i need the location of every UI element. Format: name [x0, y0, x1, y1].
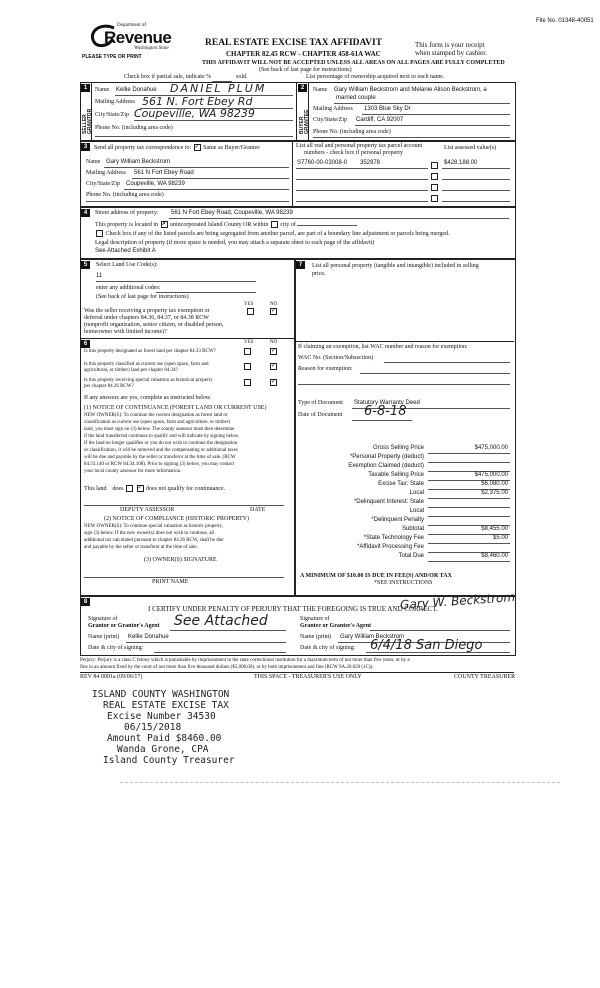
correspondence-mailing-value[interactable]: 561 N Fort Ebey Road — [134, 170, 194, 176]
segregation-line: Check box if any of the listed parcels are being segregated from another parcel, are part of a boundary line adjustment or parcels being merged. — [95, 230, 450, 238]
fee-underline — [428, 516, 510, 517]
fee-label: Local — [409, 490, 424, 496]
correspondence-heading: Send all property tax correspondence to: ✓ Same as Buyer/Grantee — [94, 144, 260, 151]
receipt-note-2: when stamped by cashier. — [415, 49, 487, 57]
property-street-value[interactable]: 561 N Fort Ebey Road, Coupeville, WA 98239 — [171, 210, 293, 216]
section-6-number: 6 — [81, 340, 90, 348]
buyer-name-value-2: married couple — [336, 95, 376, 101]
see-instructions-note: *SEE INSTRUCTIONS — [374, 580, 433, 586]
city-of-checkbox[interactable] — [271, 221, 278, 228]
parcel-heading-1: List all real and personal property tax parcel account — [296, 143, 423, 149]
fee-label: Exemption Claimed (deduct) — [348, 463, 424, 469]
grantee-print-name[interactable]: Gary William Beckstrom — [340, 634, 405, 640]
segregation-checkbox[interactable] — [96, 230, 103, 237]
fee-underline — [428, 561, 510, 562]
seller-name-value: Kellie Donahue — [116, 87, 157, 93]
seller-mailing-handwritten: 561 N. Fort Ebey Rd — [142, 95, 253, 108]
fee-table — [298, 445, 510, 565]
ownership-note: List percentage of ownership acquired next to each name. — [306, 74, 445, 80]
personal-property-checkbox-4[interactable] — [431, 195, 438, 202]
fee-label: Excise Tax: State — [378, 481, 424, 487]
stamp-line-3: Excise Number 34530 — [107, 711, 216, 722]
section-4-number: 4 — [81, 209, 90, 217]
fee-label: Taxable Selling Price — [368, 472, 424, 478]
fee-label: Local — [409, 508, 424, 514]
forest-no-checkbox[interactable]: ✓ — [271, 348, 277, 354]
parcel-account[interactable]: 352978 — [360, 160, 381, 166]
fee-label: *Personal Property (deduct) — [349, 454, 424, 460]
fee-underline — [428, 498, 510, 499]
partial-sale-label: Check box if partial sale, indicate % — [124, 74, 212, 80]
treasurer-space-label: THIS SPACE - TREASURER'S USE ONLY — [254, 674, 362, 680]
assessed-value[interactable]: $428,188.00 — [444, 160, 478, 166]
does-not-qualify-checkbox[interactable]: ✓ — [137, 485, 143, 491]
forest-yes-checkbox[interactable] — [244, 348, 251, 355]
fee-underline — [428, 543, 510, 544]
form-subtitle: CHAPTER 82.45 RCW - CHAPTER 458-61A WAC — [226, 50, 381, 58]
buyer-side-label: BUYER GRANTEE — [299, 109, 310, 134]
parcel-heading-2: numbers - check box if personal property — [304, 150, 403, 156]
document-type-value[interactable]: Statutory Warranty Deed — [354, 400, 420, 406]
please-type-note: PLEASE TYPE OR PRINT — [82, 54, 142, 60]
sold-label: sold. — [236, 74, 248, 80]
fee-label: *Delinquent Interest: State — [353, 499, 424, 505]
forest-land-question: Is this property designated as forest land per chapter 84.33 RCW? — [84, 349, 216, 354]
correspondence-city-value[interactable]: Coupeville, WA 98239 — [126, 181, 185, 187]
grantee-signature-handwritten[interactable]: Gary W. Beckstrom — [399, 590, 516, 612]
assessed-heading: List assessed value(s) — [444, 145, 496, 151]
document-date-handwritten[interactable]: 6-8-18 — [364, 404, 407, 419]
fee-value[interactable]: $475,000.00 — [474, 445, 508, 451]
seller-city-handwritten: Coupeville, WA 98239 — [134, 107, 255, 120]
current-use-yes-checkbox[interactable] — [244, 363, 251, 370]
scan-artifact — [120, 782, 560, 783]
historic-yes-checkbox[interactable] — [244, 379, 251, 386]
stamp-line-1: ISLAND COUNTY WASHINGTON — [92, 689, 230, 700]
section-5-number: 5 — [81, 261, 90, 269]
grantor-print-name[interactable]: Kellie Donahue — [128, 634, 169, 640]
fee-value[interactable]: $6,080.00 — [481, 481, 508, 487]
county-treasurer-label: COUNTY TREASURER — [454, 674, 516, 680]
personal-property-checkbox-2[interactable] — [431, 173, 438, 180]
perjury-line-2: fine in an amount fixed by the court of not more than five thousand dollars ($5,000.00), or by both imprisonment and fine (RCW 9A.20.020 (1C)). — [80, 665, 374, 670]
fee-value[interactable]: $8,460.00 — [481, 553, 508, 559]
land-use-label: Select Land Use Code(s): — [96, 262, 158, 268]
exemption-yes-checkbox[interactable] — [247, 308, 254, 315]
current-use-no-checkbox[interactable]: ✓ — [271, 363, 277, 369]
legal-description-label: Legal description of property (if more space is needed, you may attach a separate sheet to each page of the affidavit) — [95, 240, 375, 246]
see-back-note: (See back of last page for instructions) — [259, 67, 352, 73]
grantor-signature-handwritten[interactable]: See Attached — [174, 613, 268, 629]
continuance-line: This land does ✓ does not qualify for continuance. — [84, 485, 226, 492]
file-number: File No. 01348-40051 — [536, 18, 594, 24]
exemption-claim-label: If claiming an exemption, list WAC number and reason for exemption: — [298, 344, 468, 350]
legal-description-value[interactable]: See Attached Exhibit A — [95, 248, 156, 254]
fee-value[interactable]: $475,000.00 — [474, 472, 508, 478]
stamp-line-6: Wanda Grone, CPA — [117, 744, 209, 755]
section-3-number: 3 — [81, 143, 90, 151]
minimum-note: A MINIMUM OF $10.00 IS DUE IN FEE(S) AND/OR TAX — [300, 573, 452, 579]
does-qualify-checkbox[interactable] — [126, 485, 133, 492]
certify-statement: I CERTIFY UNDER PENALTY OF PERJURY THAT THE FOREGOING IS TRUE AND CORRECT. — [148, 605, 438, 613]
receipt-note-1: This form is your receipt — [415, 41, 485, 49]
buyer-name-value: Gary William Beckstrom and Melanie Alison Beckstrom, a — [334, 87, 487, 93]
notice-continuance-title: (1) NOTICE OF CONTINUANCE (FOREST LAND OR CURRENT USE) — [84, 405, 267, 411]
exemption-no-checkbox[interactable]: ✓ — [271, 308, 277, 314]
warning-text: THIS AFFIDAVIT WILL NOT BE ACCEPTED UNLESS ALL AREAS ON ALL PAGES ARE FULLY COMPLETED — [202, 60, 505, 66]
fee-underline — [428, 453, 510, 454]
personal-property-checkbox-3[interactable] — [431, 184, 438, 191]
buyer-mailing-value: 1303 Blue Sky Dr — [364, 106, 411, 112]
fee-underline — [428, 507, 510, 508]
personal-property-text-1: List all personal property (tangible and intangible) included in selling — [312, 263, 479, 269]
fee-label: Subtotal — [401, 526, 424, 532]
perjury-line-1: Perjury: Perjury is a class C felony which is punishable by imprisonment in the state correctional institution for a maximum term of not more than five years, or by a — [80, 658, 410, 663]
stamp-line-7: Island County Treasurer — [103, 755, 235, 766]
seller-side-label: SELLER GRANTOR — [82, 108, 93, 134]
property-location-line: This property is located in ✗ unincorporated Island County OR within city of — [95, 221, 357, 229]
fee-value[interactable]: $5.00 — [492, 535, 508, 541]
land-use-code[interactable]: 11 — [96, 273, 103, 279]
section-1-number: 1 — [81, 84, 90, 92]
historic-no-checkbox[interactable]: ✓ — [271, 379, 277, 385]
correspondence-name-value[interactable]: Gary William Beckstrom — [106, 159, 171, 165]
form-revision: REV 84 0001a (09/06/17) — [80, 674, 143, 680]
parcel-number[interactable]: S7760-00-03008-0 — [297, 160, 348, 166]
fee-value[interactable]: $2,375.00 — [481, 490, 508, 496]
same-as-buyer-checkbox[interactable]: ✓ — [194, 144, 200, 150]
section-8-number: 8 — [81, 598, 90, 606]
fee-label: *Affidavit Processing Fee — [357, 544, 424, 550]
fee-value[interactable]: $8,455.00 — [481, 526, 508, 532]
fee-label: Gross Selling Price — [372, 445, 424, 451]
fee-label: *State Technology Fee — [363, 535, 424, 541]
form-title: REAL ESTATE EXCISE TAX AFFIDAVIT — [205, 38, 383, 48]
section-2-number: 2 — [298, 84, 307, 92]
fee-underline — [428, 462, 510, 463]
buyer-city-value: Cardiff, CA 92007 — [356, 117, 404, 123]
notice-compliance-title: (2) NOTICE OF COMPLIANCE (HISTORIC PROPERTY) — [104, 516, 250, 522]
seller-name-handwritten: DANIEL PLUM — [170, 82, 267, 95]
fee-label: Total Due — [398, 553, 424, 559]
stamp-line-4: 06/15/2018 — [124, 722, 182, 733]
personal-property-text-2: price. — [312, 271, 326, 277]
grantee-date-handwritten[interactable]: 6/4/18 San Diego — [370, 638, 483, 653]
section-7-number: 7 — [296, 261, 305, 269]
unincorporated-checkbox[interactable]: ✗ — [161, 221, 167, 227]
fee-label: *Delinquent Penalty — [371, 517, 424, 523]
stamp-line-5: Amount Paid $8460.00 — [107, 733, 222, 744]
personal-property-checkbox-1[interactable] — [431, 162, 438, 169]
stamp-line-2: REAL ESTATE EXCISE TAX — [103, 700, 229, 711]
